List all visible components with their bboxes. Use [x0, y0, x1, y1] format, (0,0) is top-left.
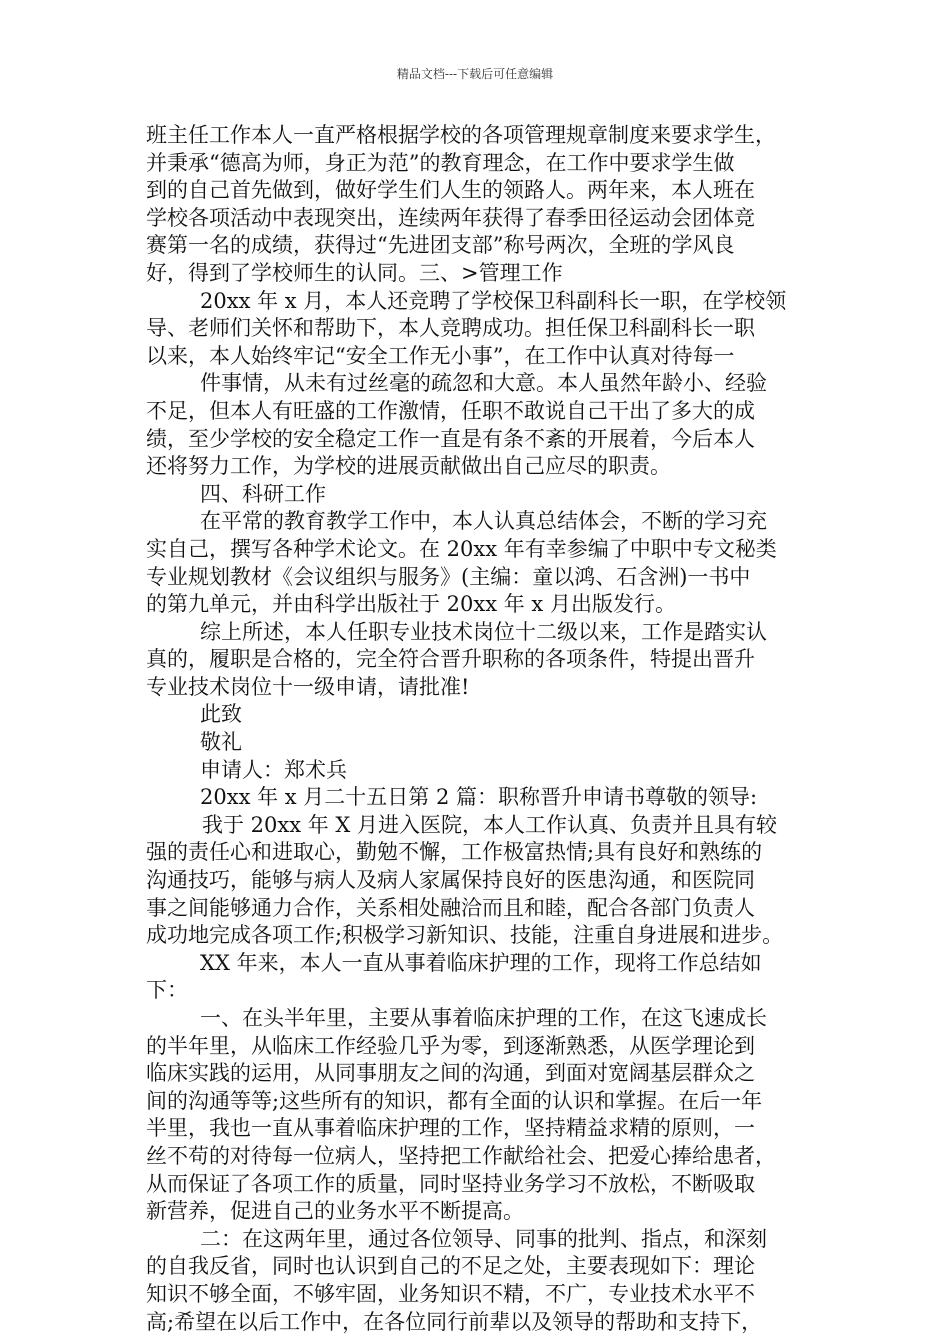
- text-line: 20xx 年 x 月，本人还竞聘了学校保卫科副科长一职，在学校领: [200, 288, 787, 313]
- document-body: [146, 122, 816, 1336]
- text-line: 半里，我也一直从事着临床护理的工作，坚持精益求精的原则，一: [146, 1116, 755, 1141]
- text-line: 学校各项活动中表现突出，连续两年获得了春季田径运动会团体竞: [146, 205, 755, 230]
- text-line: 高;希望在以后工作中，在各位同行前辈以及领导的帮助和支持下，: [146, 1309, 763, 1334]
- text-line: 间的沟通等等;这些所有的知识，都有全面的认识和掌握。在后一年: [146, 1088, 763, 1113]
- text-line: 知识不够全面，不够牢固，业务知识不精，不广，专业技术水平不: [146, 1281, 755, 1306]
- text-line: 好，得到了学校师生的认同。三、>管理工作: [146, 260, 563, 285]
- text-line: 从而保证了各项工作的质量，同时坚持业务学习不放松，不断吸取: [146, 1171, 755, 1196]
- text-line: 绩，至少学校的安全稳定工作一直是有条不紊的开展着，今后本人: [146, 426, 755, 451]
- text-line: 班主任工作本人一直严格根据学校的各项管理规章制度来要求学生，: [146, 123, 776, 147]
- text-line: 事之间能够通力合作，关系相处融洽而且和睦，配合各部门负责人: [146, 895, 755, 920]
- text-line: 实自己，撰写各种学术论文。在 20xx 年有幸参编了中职中专文秘类: [146, 536, 777, 561]
- text-line: 以来，本人始终牢记“安全工作无小事”，在工作中认真对待每一: [146, 343, 735, 368]
- text-line: 的第九单元，并由科学出版社于 20xx 年 x 月出版发行。: [146, 592, 676, 617]
- text-line: 还将努力工作，为学校的进展贡献做出自己应尽的职责。: [146, 454, 671, 479]
- text-line: 件事情，从未有过丝毫的疏忽和大意。本人虽然年龄小、经验: [200, 371, 767, 396]
- text-line: 专业技术岗位十一级申请，请批准!: [146, 674, 470, 699]
- text-line: 专业规划教材《会议组织与服务》(主编：童以鸿、石含洲)一书中: [146, 564, 751, 589]
- text-line: 并秉承“德高为师，身正为范”的教育理念，在工作中要求学生做: [146, 150, 735, 175]
- text-line: 沟通技巧，能够与病人及病人家属保持良好的医患沟通，和医院同: [146, 868, 755, 893]
- text-line: 成功地完成各项工作;积极学习新知识、技能，注重自身进展和进步。: [146, 923, 784, 948]
- text-line: 导、老师们关怀和帮助下，本人竞聘成功。担任保卫科副科长一职: [146, 316, 755, 341]
- text-line: 一、在头半年里，主要从事着临床护理的工作，在这飞速成长: [200, 1006, 767, 1030]
- closing-salutation: 敬礼: [200, 730, 242, 755]
- text-line: 二：在这两年里，通过各位领导、同事的批判、指点，和深刻: [200, 1226, 767, 1251]
- text-line: 赛第一名的成绩，获得过“先进团支部”称号两次，全班的学风良: [146, 233, 735, 258]
- text-line: 新营养，促进自己的业务水平不断提高。: [146, 1199, 524, 1224]
- header-note: 精品文档---下载后可任意编辑: [396, 67, 554, 81]
- text-line: 在平常的教育教学工作中，本人认真总结体会，不断的学习充: [200, 509, 767, 534]
- text-line: 强的责任心和进取心，勤勉不懈，工作极富热情;具有良好和熟练的: [146, 840, 763, 865]
- text-line: 到的自己首先做到，做好学生们人生的领路人。两年来，本人班在: [146, 178, 755, 203]
- closing-salutation: 此致: [200, 702, 242, 727]
- text-line: 不足，但本人有旺盛的工作激情，任职不敢说自己干出了多大的成: [146, 398, 755, 423]
- text-line: XX 年来，本人一直从事着临床护理的工作，现将工作总结如: [200, 950, 762, 975]
- text-line: 20xx 年 x 月二十五日第 2 篇：职称晋升申请书尊敬的领导:: [200, 785, 758, 810]
- text-line: 丝不苟的对待每一位病人，坚持把工作献给社会、把爱心捧给患者，: [146, 1143, 776, 1168]
- text-line: 的半年里，从临床工作经验几乎为零，到逐渐熟悉，从医学理论到: [146, 1033, 755, 1058]
- text-line: 我于 20xx 年 X 月进入医院，本人工作认真、负责并且具有较: [202, 812, 778, 837]
- text-line: 真的，履职是合格的，完全符合晋升职称的各项条件，特提出晋升: [146, 647, 755, 672]
- section-heading: 四、科研工作: [200, 481, 326, 506]
- text-line: 的自我反省，同时也认识到自己的不足之处，主要表现如下：理论: [146, 1254, 755, 1279]
- text-line: 下：: [146, 978, 188, 1003]
- applicant-signature: 申请人：郑术兵: [200, 757, 347, 782]
- text-line: 综上所述，本人任职专业技术岗位十二级以来，工作是踏实认: [200, 619, 767, 644]
- text-line: 临床实践的运用，从同事朋友之间的沟通，到面对宽阔基层群众之: [146, 1061, 755, 1086]
